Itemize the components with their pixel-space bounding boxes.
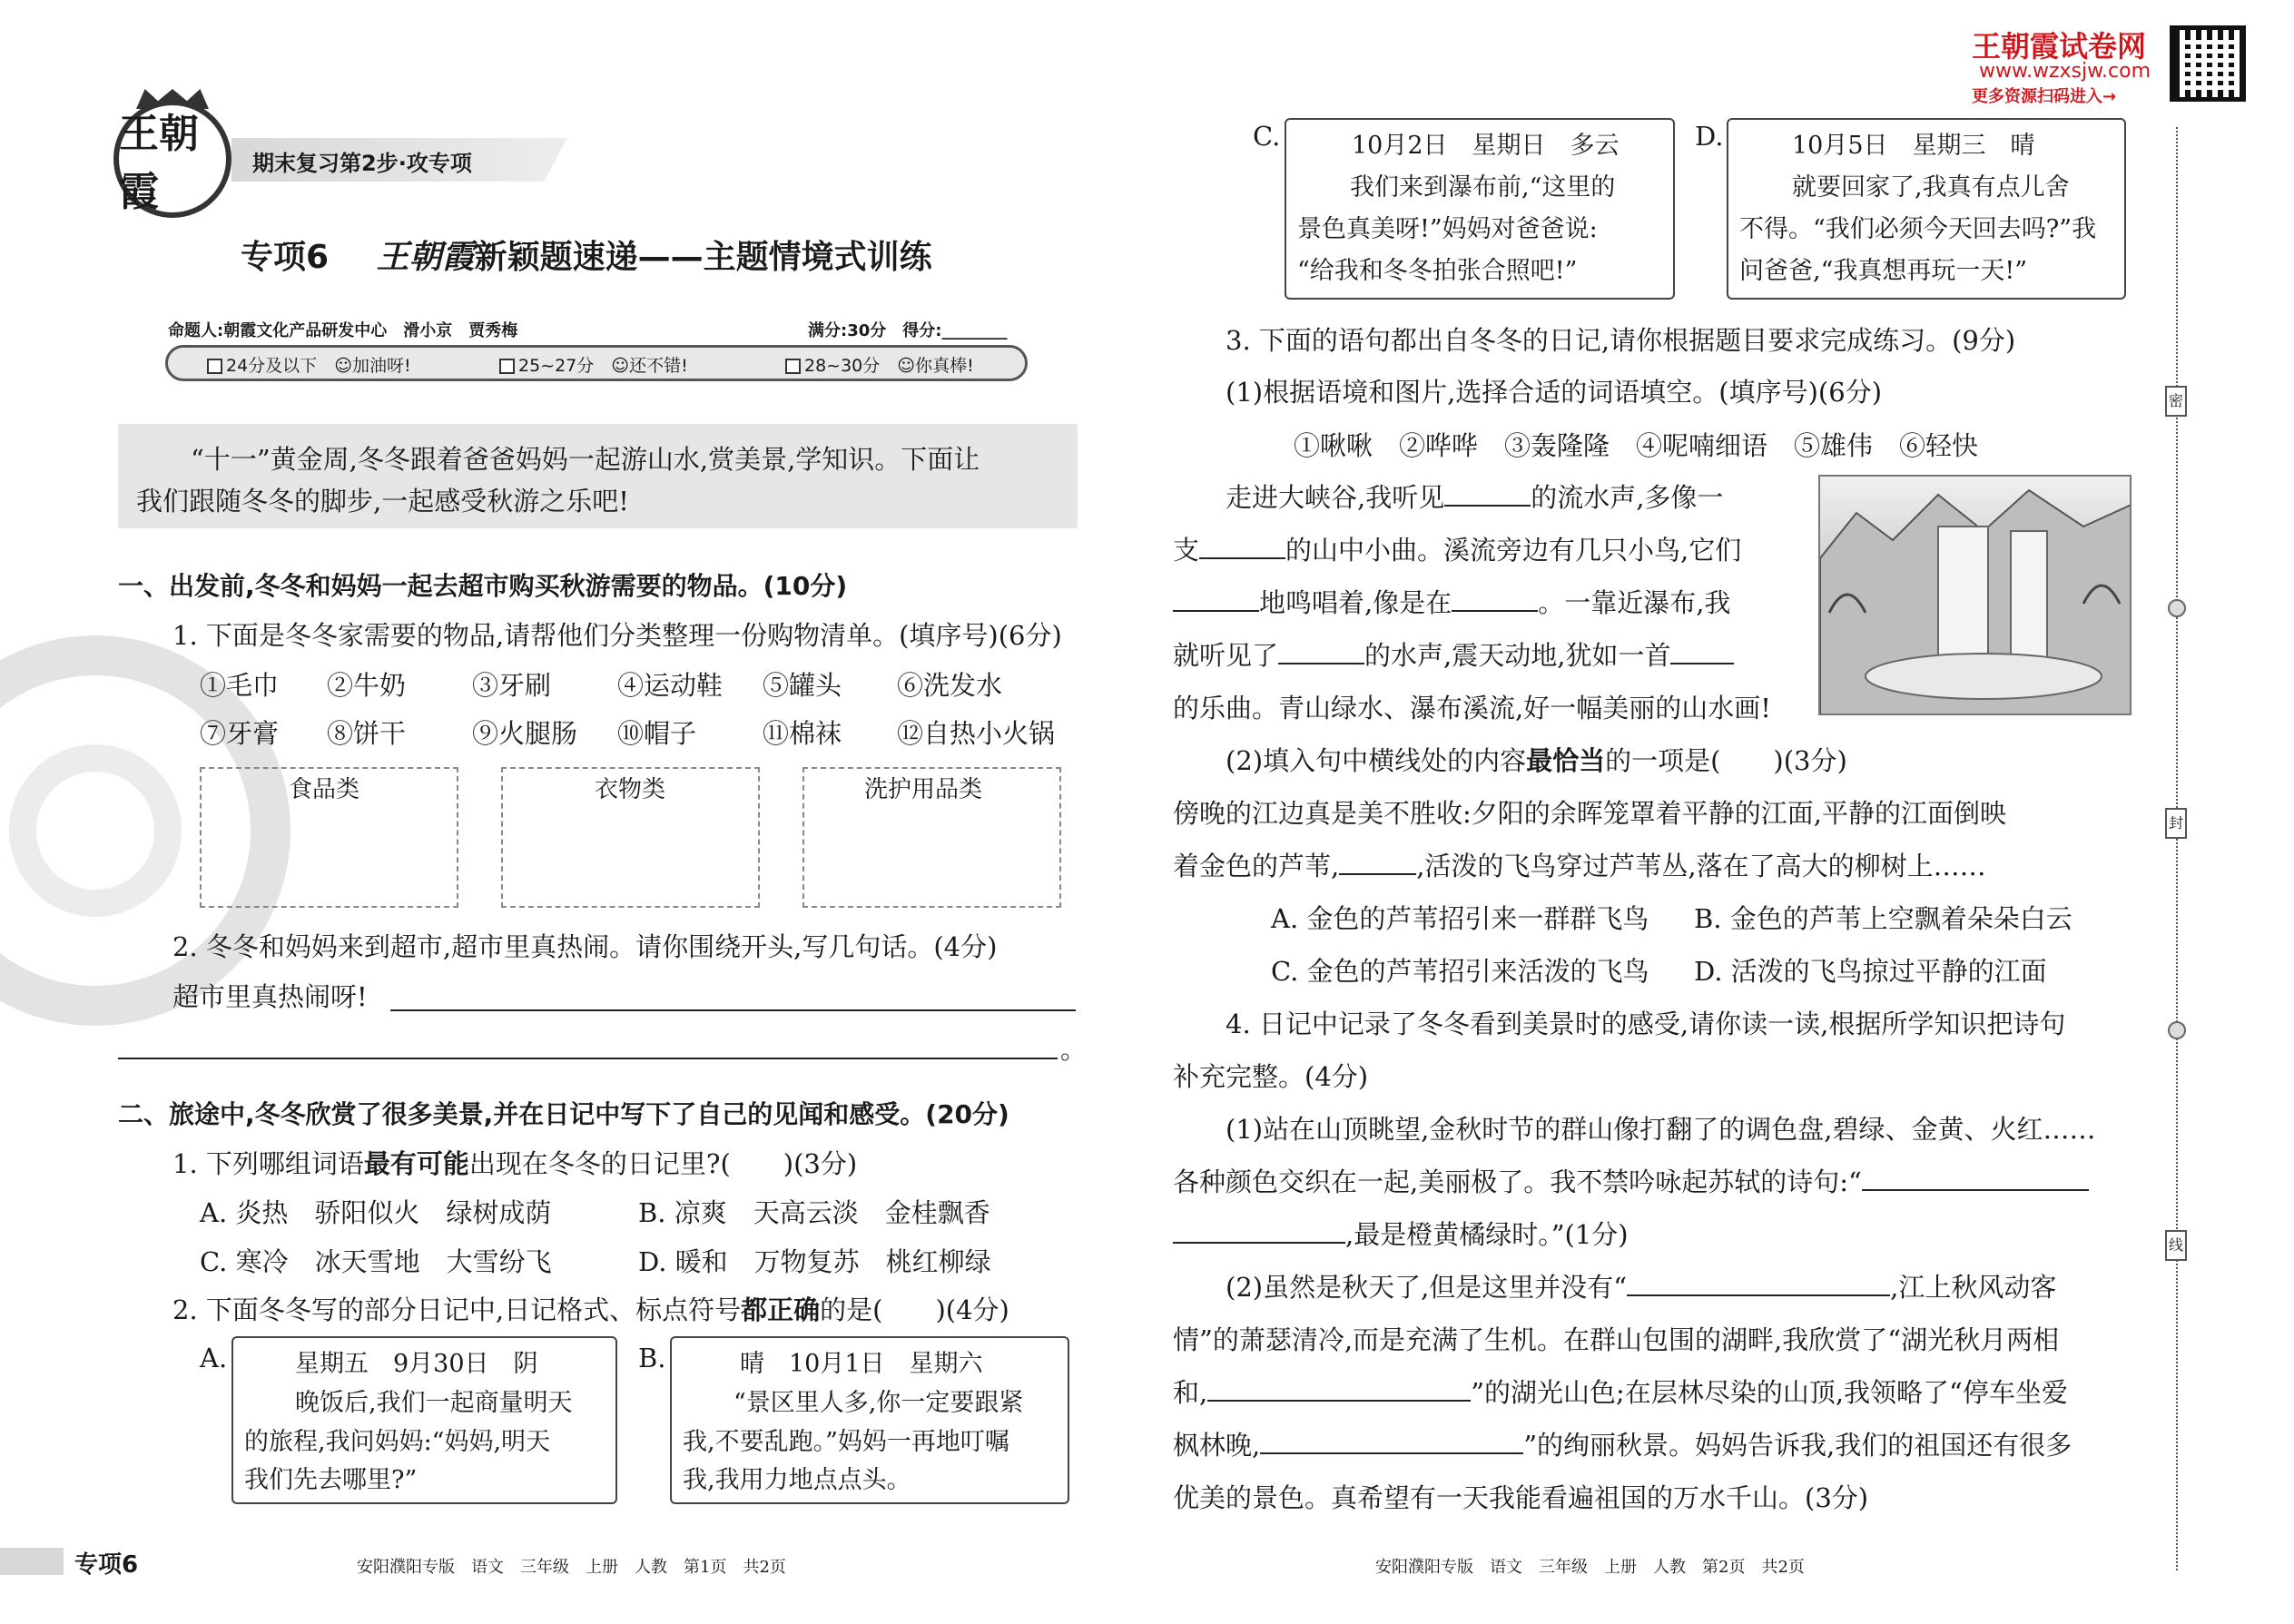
q-text: ,江上秋风动客 bbox=[1890, 1272, 2057, 1303]
diary-c[interactable] bbox=[1285, 118, 1675, 300]
diary-line: 晴 10月1日 星期六 bbox=[740, 1350, 983, 1378]
q-text: 的一项是( )(3分) bbox=[1605, 745, 1847, 776]
score-comment: 你真棒! bbox=[915, 356, 974, 376]
q-text: ”的湖光山色;在层林尽染的山顶,我领略了“停车坐爱 bbox=[1471, 1377, 2068, 1408]
box-label: 衣物类 bbox=[595, 776, 666, 803]
checkbox[interactable] bbox=[499, 359, 515, 374]
blank[interactable] bbox=[1452, 588, 1538, 612]
title-main: 新颖题速递——主题情境式训练 bbox=[474, 239, 932, 276]
q-emphasis: 都正确 bbox=[741, 1294, 821, 1325]
answer-line[interactable] bbox=[390, 1009, 1076, 1011]
blank[interactable] bbox=[1444, 483, 1531, 507]
s2-q3-2 bbox=[1226, 744, 1847, 777]
q-text: 出现在冬冬的日记里?( )(3分) bbox=[468, 1148, 858, 1179]
s2-q3-1: (1)根据语境和图片,选择合适的词语填空。(填序号)(6分) bbox=[1226, 377, 1883, 408]
q4-1-line-3 bbox=[1173, 1218, 1629, 1251]
seal-tag: 封 bbox=[2165, 808, 2187, 839]
poem-blank[interactable] bbox=[1207, 1378, 1471, 1402]
item: ①毛巾 bbox=[200, 670, 280, 701]
option-b[interactable]: B. 凉爽 天高云淡 金桂飘香 bbox=[638, 1197, 990, 1228]
binding-hole-icon bbox=[2168, 1021, 2186, 1039]
title-brand: 王朝霞 bbox=[376, 238, 475, 276]
scan-hint: 更多资源扫码进入→ bbox=[1972, 87, 2117, 106]
q-text: 的是( )(4分) bbox=[820, 1294, 1009, 1325]
q4-2-line-5: 优美的景色。真希望有一天我能看遍祖国的万水千山。(3分) bbox=[1173, 1482, 1869, 1513]
q4-1-line-2 bbox=[1173, 1166, 2089, 1198]
score-range: 28~30分 bbox=[804, 356, 881, 376]
q4-2-line-4 bbox=[1173, 1429, 2072, 1462]
diary-line: 10月2日 星期日 多云 bbox=[1352, 132, 1620, 160]
cloze-text: 的流水声,多像一 bbox=[1531, 482, 1724, 513]
s2-q1 bbox=[172, 1147, 857, 1180]
logo-text: 王朝霞 bbox=[119, 111, 199, 215]
diary-line: 问爸爸,“我真想再玩一天!” bbox=[1739, 257, 2028, 285]
score-range: 24分及以下 bbox=[226, 356, 318, 376]
diary-line: 的旅程,我问妈妈:“妈妈,明天 bbox=[244, 1428, 551, 1456]
answer-line[interactable] bbox=[118, 1058, 1058, 1059]
seal-tag: 密 bbox=[2165, 386, 2187, 417]
site-url[interactable]: www.wzxsjw.com bbox=[1979, 60, 2151, 83]
s1-q2-start: 超市里真热闹呀! bbox=[172, 981, 368, 1012]
cloze-line-4 bbox=[1173, 639, 1734, 672]
item: ⑦牙膏 bbox=[200, 718, 280, 749]
page-title bbox=[241, 231, 932, 278]
section2-heading: 二、旅途中,冬冬欣赏了很多美景,并在日记中写下了自己的见闻和感受。(20分) bbox=[118, 1099, 1009, 1129]
option-a[interactable]: A. 金色的芦苇招引来一群群飞鸟 bbox=[1271, 903, 1649, 934]
item: ⑪棉袜 bbox=[763, 718, 842, 749]
diary-line: 景色真美呀!”妈妈对爸爸说: bbox=[1297, 215, 1598, 243]
q4-2-line-2: 情”的萧瑟清冷,而是充满了生机。在群山包围的湖畔,我欣赏了“湖光秋月两相 bbox=[1173, 1324, 2060, 1355]
footer-left: 安阳濮阳专版 语文 三年级 上册 人教 第1页 共2页 bbox=[357, 1558, 786, 1577]
smile-icon: ☺ bbox=[334, 356, 353, 376]
blank[interactable] bbox=[1199, 536, 1285, 559]
poem-blank[interactable] bbox=[1260, 1431, 1523, 1454]
footer-right: 安阳濮阳专版 语文 三年级 上册 人教 第2页 共2页 bbox=[1375, 1558, 1805, 1577]
diary-d[interactable] bbox=[1727, 118, 2126, 300]
q-text: 枫林晚, bbox=[1173, 1430, 1261, 1461]
diary-line: 我,不要乱跑。”妈妈一再地叮嘱 bbox=[683, 1428, 1009, 1456]
diary-line: 不得。“我们必须今天回去吗?”我 bbox=[1739, 215, 2097, 243]
intro-line-1: “十一”黄金周,冬冬跟着爸爸妈妈一起游山水,赏美景,学知识。下面让 bbox=[191, 444, 980, 475]
passage-text: 着金色的芦苇, bbox=[1173, 851, 1340, 881]
binding-line bbox=[2176, 127, 2178, 1570]
score-range: 25~27分 bbox=[518, 356, 595, 376]
diary-label: B. bbox=[638, 1343, 666, 1373]
cloze-line-2 bbox=[1173, 534, 1741, 566]
q-text: 1. 下列哪组词语 bbox=[172, 1148, 364, 1179]
qr-code-icon[interactable] bbox=[2170, 25, 2246, 102]
blank[interactable] bbox=[1670, 641, 1734, 664]
item: ⑥洗发水 bbox=[897, 670, 1003, 701]
diary-b[interactable] bbox=[670, 1336, 1069, 1504]
cloze-text: 的山中小曲。溪流旁边有几只小鸟,它们 bbox=[1285, 535, 1742, 566]
score-option-1[interactable] bbox=[207, 352, 411, 377]
diary-line: 晚饭后,我们一起商量明天 bbox=[295, 1389, 573, 1417]
box-label: 洗护用品类 bbox=[864, 776, 983, 803]
s2-q3: 3. 下面的语句都出自冬冬的日记,请你根据题目要求完成练习。(9分) bbox=[1226, 325, 2016, 356]
checkbox[interactable] bbox=[785, 359, 801, 374]
waterfall-illustration bbox=[1818, 475, 2132, 715]
score-comment: 还不错! bbox=[629, 356, 688, 376]
waterfall-drawing bbox=[1820, 477, 2132, 715]
poem-blank[interactable] bbox=[1862, 1167, 2089, 1191]
blank[interactable] bbox=[1278, 641, 1364, 664]
footer-band bbox=[0, 1548, 64, 1575]
q4-2-line-1 bbox=[1226, 1271, 2056, 1304]
footer-tag: 专项6 bbox=[74, 1551, 139, 1579]
q-text: ,最是橙黄橘绿时。”(1分) bbox=[1345, 1219, 1629, 1250]
poem-blank[interactable] bbox=[1173, 1220, 1345, 1244]
item: ⑫自热小火锅 bbox=[897, 718, 1056, 749]
site-name: 王朝霞试卷网 bbox=[1972, 29, 2147, 64]
authors-line: 命题人:朝霞文化产品研发中心 滑小京 贾秀梅 bbox=[168, 321, 518, 340]
word-bank: ①啾啾 ②哗哗 ③轰隆隆 ④呢喃细语 ⑤雄伟 ⑥轻快 bbox=[1294, 430, 1979, 461]
diary-label: C. bbox=[1253, 121, 1281, 152]
diary-line: 我们先去哪里?” bbox=[244, 1466, 418, 1494]
s2-q2 bbox=[172, 1294, 1009, 1326]
s1-q2-end: 。 bbox=[1060, 1034, 1088, 1065]
s2-q4-line-2: 补充完整。(4分) bbox=[1173, 1061, 1369, 1092]
section1-heading: 一、出发前,冬冬和妈妈一起去超市购买秋游需要的物品。(10分) bbox=[118, 571, 848, 601]
intro-line-2: 我们跟随冬冬的脚步,一起感受秋游之乐吧! bbox=[136, 486, 629, 517]
smile-icon: ☺ bbox=[611, 356, 630, 376]
watermark-inner-ring bbox=[9, 744, 182, 917]
blank[interactable] bbox=[1339, 851, 1416, 875]
q-text: 各种颜色交织在一起,美丽极了。我不禁吟咏起苏轼的诗句:“ bbox=[1173, 1166, 1862, 1197]
s1-q2: 2. 冬冬和妈妈来到超市,超市里真热闹。请你围绕开头,写几句话。(4分) bbox=[172, 931, 998, 962]
diary-line: 我们来到瀑布前,“这里的 bbox=[1350, 173, 1616, 202]
q-text: (2)填入句中横线处的内容 bbox=[1226, 745, 1527, 776]
item: ⑧饼干 bbox=[327, 718, 407, 749]
q-text: 和, bbox=[1173, 1377, 1208, 1408]
banner-text: 期末复习第2步·攻专项 bbox=[252, 151, 472, 176]
seal-tag: 线 bbox=[2165, 1230, 2187, 1261]
q-emphasis: 最有可能 bbox=[363, 1148, 469, 1179]
option-c[interactable]: C. 金色的芦苇招引来活泼的飞鸟 bbox=[1271, 956, 1649, 987]
passage-line-1: 傍晚的江边真是美不胜收:夕阳的余晖笼罩着平静的江面,平静的江面倒映 bbox=[1173, 798, 2006, 829]
smile-icon: ☺ bbox=[897, 356, 916, 376]
q-text: (2)虽然是秋天了,但是这里并没有“ bbox=[1226, 1272, 1628, 1303]
cloze-text: 走进大峡谷,我听见 bbox=[1226, 482, 1445, 513]
cloze-text: 。一靠近瀑布,我 bbox=[1538, 587, 1731, 618]
passage-text: ,活泼的飞鸟穿过芦苇丛,落在了高大的柳树上…… bbox=[1416, 851, 1986, 881]
cloze-text: 的水声,震天动地,犹如一首 bbox=[1364, 640, 1671, 671]
score-comment: 加油呀! bbox=[352, 356, 411, 376]
brand-logo bbox=[113, 100, 231, 218]
item: ④运动鞋 bbox=[617, 670, 724, 701]
box-label: 食品类 bbox=[289, 776, 360, 803]
cloze-line-3 bbox=[1173, 586, 1730, 619]
score-option-2[interactable] bbox=[499, 352, 688, 377]
diary-line: 就要回家了,我真有点儿舍 bbox=[1792, 173, 2070, 202]
poem-blank[interactable] bbox=[1627, 1273, 1890, 1296]
s1-q1: 1. 下面是冬冬家需要的物品,请帮他们分类整理一份购物清单。(填序号)(6分) bbox=[172, 620, 1062, 651]
item: ②牛奶 bbox=[327, 670, 407, 701]
diary-line: “景区里人多,你一定要跟紧 bbox=[733, 1389, 1024, 1417]
option-a[interactable]: A. 炎热 骄阳似火 绿树成荫 bbox=[200, 1197, 552, 1228]
diary-line: 我,我用力地点点头。 bbox=[683, 1466, 911, 1494]
item: ⑩帽子 bbox=[617, 718, 697, 749]
diary-label: D. bbox=[1695, 121, 1724, 152]
title-prefix: 专项6 bbox=[241, 239, 330, 276]
q4-1-line-1: (1)站在山顶眺望,金秋时节的群山像打翻了的调色盘,碧绿、金黄、火红…… bbox=[1226, 1114, 2096, 1145]
option-b[interactable]: B. 金色的芦苇上空飘着朵朵白云 bbox=[1694, 903, 2072, 934]
blank[interactable] bbox=[1173, 588, 1259, 612]
item: ⑤罐头 bbox=[763, 670, 842, 701]
q4-2-line-3 bbox=[1173, 1376, 2068, 1409]
passage-line-2 bbox=[1173, 850, 1986, 882]
cloze-text: 地鸣唱着,像是在 bbox=[1259, 587, 1452, 618]
q-text: 2. 下面冬冬写的部分日记中,日记格式、标点符号 bbox=[172, 1294, 742, 1325]
cloze-text: 支 bbox=[1173, 535, 1200, 566]
checkbox[interactable] bbox=[207, 359, 222, 374]
diary-a[interactable] bbox=[231, 1336, 617, 1504]
score-line: 满分:30分 得分:________ bbox=[808, 321, 1008, 340]
diary-line: “给我和冬冬拍张合照吧!” bbox=[1297, 257, 1578, 285]
cloze-text: 就听见了 bbox=[1173, 640, 1279, 671]
score-option-3[interactable] bbox=[785, 352, 974, 377]
cloze-line-5: 的乐曲。青山绿水、瀑布溪流,好一幅美丽的山水画! bbox=[1173, 693, 1771, 723]
item: ⑨火腿肠 bbox=[472, 718, 578, 749]
q-text: ”的绚丽秋景。妈妈告诉我,我们的祖国还有很多 bbox=[1523, 1430, 2072, 1461]
s2-q4-line-1: 4. 日记中记录了冬冬看到美景时的感受,请你读一读,根据所学知识把诗句 bbox=[1226, 1009, 2066, 1039]
diary-line: 10月5日 星期三 晴 bbox=[1792, 132, 2035, 160]
option-d[interactable]: D. 暖和 万物复苏 桃红柳绿 bbox=[638, 1246, 991, 1277]
q-emphasis: 最恰当 bbox=[1526, 745, 1606, 776]
option-d[interactable]: D. 活泼的飞鸟掠过平静的江面 bbox=[1694, 956, 2047, 987]
diary-label: A. bbox=[200, 1343, 228, 1373]
item: ③牙刷 bbox=[472, 670, 552, 701]
diary-line: 星期五 9月30日 阴 bbox=[295, 1350, 538, 1378]
option-c[interactable]: C. 寒冷 冰天雪地 大雪纷飞 bbox=[200, 1246, 552, 1277]
cloze-line-1 bbox=[1226, 481, 1723, 514]
binding-hole-icon bbox=[2168, 599, 2186, 617]
